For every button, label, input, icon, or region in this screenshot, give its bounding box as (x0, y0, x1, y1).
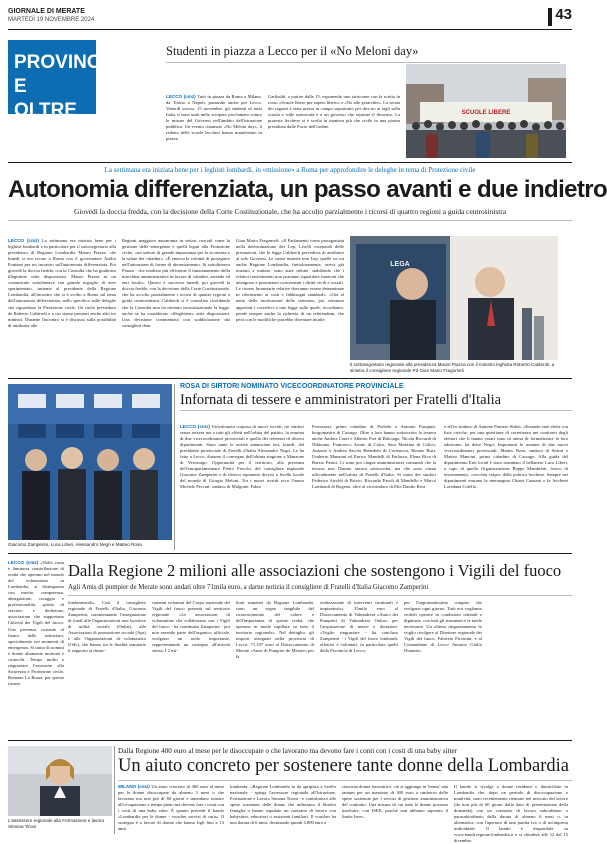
autonomia-col-1: LECCO (cmz) La settimana era iniziata bene per i leghisti lombardi e in particolare per il sottosegretario alla presidenza di Regione Lombardia Mauro Piazza, che lunedì si era recato a Roma con il governatore Attilio Fontana per un incontro sull'autonomia differenziata. Poi giovedì la doccia fredda, con la Consulta che ha giudicato illegittime sette disposizioni. Mauro Piazza in un comunicato sottolineava con grande orgoglio di aver sperimentato, insieme al presidente della Regione Lombardia, all'incontro che si è svolto a Roma sul tema dell'autonomia differenziata, nello specifico sulle deleghe che riguardano la Protezione civile. Un ruolo presieduto da Roberto Calderoli e a cui siamo presenti anche altri tre ministri. Durante l'incontro si è discusso sulla possibilità di attribuire alle (8, 238, 117, 328)
aiuto-col-1: MILANO (cmz) Un aiuto concreto di 400 euro al mese per le donne disoccupate da almeno 3 mesi o che lavorano ma non più di 60 giorni e intendono tornare all'occupazione a tempo pieno ma devono fare i conti con i costi di una baby sitter. È quanto prevede il bando «Lombardia per le donne - voucher servizi di cura». Il sostegno è a favore di donne che hanno figli fino a 13 anni (118, 784, 224, 832)
autonomia-headline: Autonomia differenziata, un passo avanti e due indietro (8, 176, 607, 203)
page-number: 43 (555, 6, 572, 23)
mid-divider (8, 378, 572, 379)
bottom-divider (8, 740, 572, 741)
aiuto-column-rule (114, 746, 115, 834)
regione-tag: LECCO (cmz) (8, 560, 39, 565)
rosa-col-2: Festorazzi, primo cittadino di Perledo e Antonio Pasquini, borgomastro di Casargo. Oltre a loro hanno sottoscritto la tessera anche Andrea Conti e Alberto Frei di Bulciago, Nicola Riccardi di Nibionno, Francesco Arone di Calco, Sara Mazzina di Colico, Antonio e Andrea Sacchi Benedetti di Cortenova, Renato Busi, Umberto Manzoni ed Enrico Mandelli di Parlasco, Elena Riva di Barzio Parini. Ci sono poi cinque amministratori comunali che la tessera non l'hanno ancora sottoscritta, ma che sono ormai ufficialmente nell'orbita di Fratelli d'Italia. Si tratta dei sindaci Federico Airoldi di Brivio, Riccardo Fasoli di Mandello e Marco Lombardi di Rogeno, oltre al vicesindaco di Elio Danilo Riva (312, 424, 436, 490)
rosa-kicker: ROSA DI SIRTORI NOMINATO VICECOORDINATORE PROVINCIALE (180, 383, 404, 390)
autonomia-photo (350, 236, 558, 360)
top-divider (8, 162, 572, 163)
page-marker-bar (548, 8, 552, 26)
rosa-title-rule (180, 410, 572, 411)
autonomia-photo-caption: Il sottosegretario regionale alla presidenza Mauro Piazza con il ministro leghista Roberto Calderoli, a sinistra il consigliere regionale Pd Gian Mario Fragomeli (350, 362, 555, 373)
rosa-column-rule (174, 384, 175, 550)
aiuto-tag: MILANO (cmz) (118, 784, 150, 789)
fdi-photo-caption: Giacomo Zamperini, Luca Liberi, Alessandro Negri e Matteo Rosa (8, 542, 142, 547)
students-title-rule (166, 62, 560, 63)
section-label (8, 40, 120, 121)
students-article-tag: LECCO (cmz) (166, 94, 196, 99)
regione-col-0: LECCO (cmz) «Nella vasta e luminosa constellazione di realtà che operano nel mondo del volontariato in Lombardia, si distinguono con merito, competenza, abnegazione, coraggio e professionalità, spirito di servizio e dedizione, associazioni che supportano l'attività dei Vigili del fuoco. Una presenza costante al fianco delle istituzioni, specialmente nei momenti di emergenza. Si tratta di uomini e donne altamente motivati e coinvolti. Tempo molto e ringraziare l'assessore alla Sicurezza e Protezione civile, Romano La Russa, per queste risorse (8, 560, 64, 686)
aiuto-headline: Un aiuto concreto per sostenere tante donne della Lombardia (118, 756, 570, 776)
autonomia-tag: LECCO (cmz) (8, 238, 40, 243)
lower-divider (8, 553, 572, 554)
autonomia-subheadline: Giovedì la doccia fredda, con la decisione della Corte Costituzionale, che ha accolto parzialmente i ricorsi di quattro regioni a guida centrosinistra (74, 207, 506, 216)
students-protest-photo (406, 64, 566, 158)
rosa-col-1: LECCO (cmz) Un'infornata corposa di nuovi iscritti, tre sindaci senza tessera ma a tutti gli effetti nell'orbita del partito, la nomina di due vicecoordinatori provinciali e quella dei referenti di diversi dipartimenti. Sono tante le novità annunciate ieri, lunedì, dal presidente provinciale di Fratelli d'Italia Alessandro Negri. Le ha fatto a Lecco, durante il convegno dell'ultima stagione a Manzone di Vercurago. Opportunità per il territorio, alla presenza dell'europarlamentare Pietro Fiocchi, del consigliere regionale Giacomo Zamperini e di diversi esponenti diversi a livello locale del mondo di Giorgia Meloni. Tra i nuovi iscritti ecco l'uomo Michele Peccati, sindaco di Malgrate, Fabio (180, 424, 304, 490)
students-article-col-2: Garibaldi, a partire dalle 15, esponendo uno striscione con la scritta in rosso «Scuole libere per sapere libero» e «No alle gerarchie». La serata dei ragazzi è stata messa in campo soprattutto per dire no ai tagli sulla scuola e sulle università e a un governo che reprime il dissenso. La protesta lecchese si è svolta in maniera più che civile in una piazza presidiata dalle Forze dell'ordine. (268, 94, 400, 130)
regione-col-3: lioni stanziati da Regione Lombardia, sono un segno tangibile del riconoscimento del valore e dell'importanza di queste realtà, che operano in modo capillare su tutto il territorio regionale». Nel dettaglio, gli importi assegnati nella provincia di Lecco: 71.107 euro al Distaccamento di Merate «Amis di Pumpier de Merate» per la (236, 600, 314, 660)
rosa-col-3: e all'ex sindaco di Annone Patrizio Sidoti. «Essendo stati eletti con liste civiche, per una questione di correttezza nei confronti degli elettori che li hanno votati sono in attesa di formalizzare la loro adesione» ha detto Negri. Importanti le nomine di due nuovi vicecoordinatori provinciali: Matteo Rosa, sindaco di Sirtori e Matteo Mancini, primo cittadino di Cassago. Alla guida del dipartimento Enti locali è stato nominato il bellanese Luca Liberi, a capo di quello Organizzazione Beppe Mambretti, fresco di tesseramento, «vecchia volpe» della politica lecchese. Sempre nei dipartimenti entrano la merategina Chiara Canzani e la lecchese Loredana Colella. (444, 424, 568, 490)
regione-col-1: fondamentali». Così il consigliere regionale di Fratelli d'Italia, Giacomo Zamperini, commentando l'assegnazione di fondi alle Organizzazioni non lucrative di utilità sociale (Onlus), alle Associazioni di promozione sociale (Aps) e alle Organizzazioni di volontariato (Odv), che hanno tra le finalità statutarie il supporto ai distac- (68, 600, 146, 654)
autonomia-kicker: La settimana era iniziata bene per i leghisti lombardi, in «missione» a Roma per approfondire le deleghe in tema di Protezione civile (104, 166, 476, 174)
regione-blank-space (488, 600, 568, 730)
section-label-line-1: PROVINCIA (14, 52, 120, 73)
regione-col-4: realizzazione di interventi strutturali e impiantistici. 35mila euro al Distaccamento di Valmadrera «Amici dei Pompieri di Valmadrera Onlus» per l'acquisizione di mezzi e dotazioni. «Voglio ringraziare - ha concluso Zamperini - i Vigili del fuoco lombardi, effettivi e volontari, in particolare quelli della Provincia di Lecco, (320, 600, 398, 654)
regione-col-2: camenti volontari del Corpo nazionale dei Vigili del fuoco presenti sul territorio regionale. «Le associazioni di volontariato che collaborano con i Vigili del fuoco - ha continuato Zamperini - poi non essendo parte dell'organico ufficiale, svolgono un ruolo importante, rappresentando un sostegno all'attività stessa. I 2 mi- (152, 600, 230, 654)
regione-headline: Dalla Regione 2 milioni alle associazioni che sostengono i Vigili del fuoco (68, 561, 562, 580)
aiuto-col-2: lombarda. «Regione Lombardia fa da apripista a livello nazionale - spiega l'assessore regionale all'Istruzione, Formazione e Lavoro Simona Tironi - e contribuisce alle spese sostenute dalle donne che utilizzano il libretto famiglia o hanno stipulato un contratto di lavoro con babysitter, educatori o assistenti familiari. Il voucher ha una durata di 6 mesi, destinando quindi 4.800 euro a (230, 784, 336, 826)
regione-subheadline: Agli Amis di pumpier de Merate sono andati oltre 71mila euro, a darne notizia il consigliere di Fratelli d'Italia Giacomo Zamperini (68, 584, 429, 591)
tironi-photo-caption: L'assessore regionale alla Formazione e lavoro Simona Tironi (8, 818, 105, 829)
aiuto-col-4: Il bando si rivolge a donne residenti o domiciliate in Lombardia che, dopo un periodo di disoccupazione o inattività, sono recentemente rientrate nel mercato del lavoro (da non più di 60 giorni dalla data di presentazione della domanda) con un contratto di lavoro subordinato o parasubordinato della durata di almeno 6 mesi o, in alternativa, con l'apertura di una partita iva o di un'impresa individuale. Il bando è disponibile su www.bandi.regione.lombardia.it e si chiuderà alle 12 del 15 dicembre. (454, 784, 568, 844)
regione-col-5: per l'importantissimo compito che svolgono ogni giorno. Tutti noi vogliamo vederli operare in condizioni ottimali e dignitose, con tutti gli strumenti e le tutele necessarie. Un ultimo ringraziamento lo voglio rivolgere al Direttore regionale dei Vigili del fuoco, Fabrizio Piccinini, e al Comandante di Lecco Antonio Giulio Durante». (404, 600, 482, 654)
masthead (8, 8, 572, 30)
regione-sub-rule (68, 595, 572, 596)
autonomia-sub-rule (8, 220, 572, 221)
rosa-tag: LECCO (cmz) (180, 424, 210, 429)
rosa-headline: Infornata di tessere e amministratori per Fratelli d'Italia (180, 392, 502, 408)
fdi-group-photo (8, 384, 172, 540)
autonomia-col-3: Gian Mario Fragomeli: «Il Parlamento torna protagonista nella determinazione dei Lep, Livelli essenziali delle prestazioni, che la legge Calderoli prevedeva di attribuire al solo Governo. Le stesse materie non Lep, quelle su cui anche Regione Lombardia, frettolosamente, aveva già iniziato a trattare, sono state ridotte, stabilendo che i relativi trasferimenti non potranno riguardare funzioni che attengono a prestazioni concernenti i diritti civili e sociali. Le risorse finanziarie relative dovranno essere determinate in riferimento ai costi e fabbisogni standard». «Ora al netto delle motivazioni della sentenza, poi verranno apportati i correttivi a una legge sulla quale, ricordiamo, pende sempre anche la richiesta di un referendum, che però con le modifiche potrebbe diventare inutile. (236, 238, 344, 322)
students-article-title: Studenti in piazza a Lecco per il «No Meloni day» (166, 44, 419, 58)
students-article-col-1: LECCO (cmz) Tutti in piazza da Roma a Milano, da Torino a Napoli, passando anche per Lecco. Venerdì scorso, 15 novembre, gli studenti di tutta Italia si sono uniti nello sciopero proclamato contro le misure del Governo nell'ambito dell'istruzione pubblica. Un evento chiamato «No Meloni day», il raduno delle scuole lecchesi hanno manifestato in piazza (166, 94, 262, 142)
tironi-photo (8, 746, 112, 816)
newspaper-name: GIORNALE DI MERATE (8, 8, 85, 15)
section-label-line-2: E OLTRE (14, 76, 77, 121)
svg-text:SCUOLE LIBERE: SCUOLE LIBERE (461, 110, 511, 116)
autonomia-col-2: Regioni maggiore autonomia in settori cruciali come la gestione delle emergenze e quelli legati alla Protezione civile, «un settore di grande importanza per la sicurezza e la salute dei cittadini». «È emersa la volontà di proseguire nell'attuazione di forme di decentramento. Si sottolineava Piazza - che rendono più efficiente il funzionamento della macchina amministrativa in favore di cittadini, aziende ed enti locali». Questo è successo lunedì, poi giovedì la doccia fredda, con la decisione della Corte Costituzionale, che ha accolto parzialmente i ricorsi di quattro regioni a guida centrosinistra. Calderoli si è consolato ricordando che la Consulta non ha ritenuto incostituzionale la legge, anche se ha considerato «illegittime» sette disposizioni. Una decisione commentata con soddisfazione dai consiglieri dem (122, 238, 230, 328)
svg-text:LEGA: LEGA (390, 261, 410, 268)
issue-date: MARTEDÌ 19 NOVEMBRE 2024 (8, 17, 95, 23)
aiuto-col-3: ciascuna donna lavoratrice, ciò si aggiunge in 'bonus' una tantum per un massimo di 300 euro a rimborso delle spese sostenute per i servizi di gestione amministrativa del contratto. Una misura di cui tutte le donne possono usufruire, con ISEE, purché non abbiano superato il limite Isee». (342, 784, 448, 820)
aiuto-title-rule (118, 780, 572, 781)
aiuto-subheadline: Dalla Regione 400 euro al mese per le disoccupate o che lavorano ma devono fare i conti con i costi di una baby sitter (118, 747, 458, 755)
